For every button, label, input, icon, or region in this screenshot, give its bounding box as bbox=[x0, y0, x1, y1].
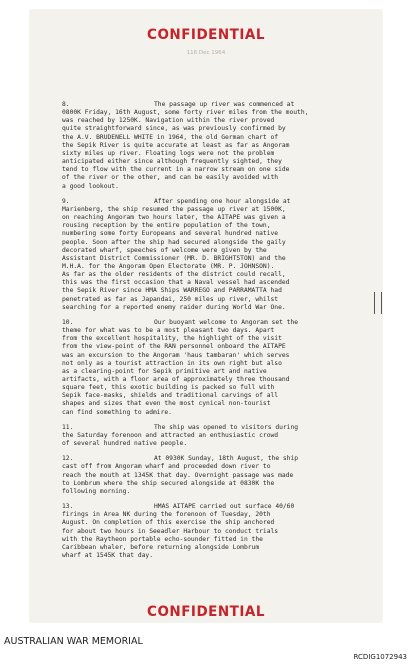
paragraph-line bbox=[62, 134, 344, 142]
paragraph-line-text: Our buoyant welcome to Angoram set the bbox=[154, 318, 299, 326]
institution-name: AUSTRALIAN WAR MEMORIAL bbox=[4, 636, 143, 647]
paragraph bbox=[62, 198, 344, 312]
paragraph-line-text: numbering some forty Europeans and several hundred native bbox=[62, 230, 279, 238]
paragraph-line-text: August. On completion of this exercise the ship anchored bbox=[62, 519, 275, 527]
paragraph-line bbox=[62, 222, 344, 230]
paragraph-line-text: theme for what was to be a most pleasant two days. Apart bbox=[62, 327, 275, 335]
paragraph-line-text: The ship was opened to visitors during bbox=[154, 423, 299, 431]
paragraph-line-text: rousing reception by the entire population of the town, bbox=[62, 222, 271, 230]
paragraph-line bbox=[62, 343, 344, 351]
paragraph-line-text: on reaching Angoram two hours later, the AITAPE was given a bbox=[62, 214, 286, 222]
paragraph-line-text: firings in Area NK during the forenoon of Tuesday, 20th bbox=[62, 511, 271, 519]
paragraph-line bbox=[62, 480, 344, 488]
paragraph-number: 11. bbox=[62, 423, 74, 431]
paragraph-line bbox=[62, 384, 344, 392]
paragraph-line bbox=[62, 424, 344, 432]
paragraph-line bbox=[62, 327, 344, 335]
paragraph-line-text: Caribbean whaler, before returning alongside Lombrum bbox=[62, 543, 260, 551]
document-body bbox=[62, 101, 344, 567]
paragraph-line bbox=[62, 488, 344, 496]
margin-mark bbox=[374, 292, 382, 314]
paragraph-line-text: M.H.A. for the Angoram Open Electorate (MR. P. JOHNSON). bbox=[62, 262, 275, 270]
footer bbox=[0, 630, 413, 666]
paragraph-line bbox=[62, 319, 344, 327]
confidential-stamp-top: CONFIDENTIAL bbox=[147, 26, 265, 44]
paragraph-line bbox=[62, 117, 344, 125]
paragraph-line bbox=[62, 376, 344, 384]
paragraph-line-text: As far as the older residents of the district could recall, bbox=[62, 271, 286, 279]
paragraph-line-text: from the view-point of the RAN personnel onboard the AITAPE bbox=[62, 343, 286, 351]
paragraph-line bbox=[62, 230, 344, 238]
paragraph bbox=[62, 424, 344, 448]
paragraph-line-text: penetrated as far as Japandai, 250 miles up river, whilst bbox=[62, 295, 279, 303]
paragraph bbox=[62, 503, 344, 560]
paragraph-line bbox=[62, 368, 344, 376]
paragraph-line-text: of several hundred native people. bbox=[62, 440, 188, 448]
paragraph-line-text: The passage up river was commenced at bbox=[154, 101, 295, 108]
paragraph-line-text: the Saturday forenoon and attracted an enthusiastic crowd bbox=[62, 431, 279, 439]
paragraph-line-text: quite straightforward since, as was previously confirmed by bbox=[62, 125, 286, 133]
paragraph-number: 8. bbox=[62, 101, 70, 108]
paragraph-line-text: HMAS AITAPE carried out surface 40/60 bbox=[154, 503, 295, 511]
paragraph-line-text: 0800K Friday, 16th August, some forty river miles from the mouth, bbox=[62, 109, 309, 117]
paragraph-line-text: Sepik face-masks, shields and traditional carvings of all bbox=[62, 392, 279, 400]
paragraph-line-text: for about two hours in Seeadler Harbour to conduct trials bbox=[62, 527, 279, 535]
paragraph-line-text: artifacts, with a floor area of approximately three thousand bbox=[62, 376, 290, 383]
paragraph-line-text: the A.V. BRUDENELL WHITE in 1964, the old German chart of bbox=[62, 133, 279, 141]
paragraph-line bbox=[62, 150, 344, 158]
paragraph-line-text: searching for a reported enemy raider during World War One. bbox=[62, 303, 286, 311]
paragraph-line-text: sixty miles up river. Floating logs were not the problem bbox=[62, 149, 275, 157]
paragraph-line-text: reach the mouth at 1345K that day. Overnight passage was made bbox=[62, 471, 294, 479]
paragraph-number: 12. bbox=[62, 455, 74, 463]
paragraph-line bbox=[62, 279, 344, 287]
paragraph-line bbox=[62, 503, 344, 511]
paragraph-line bbox=[62, 287, 344, 295]
paragraph-line-text: following morning. bbox=[62, 487, 131, 495]
record-id: RCDIG1072943 bbox=[353, 653, 407, 661]
paragraph bbox=[62, 101, 344, 191]
paragraph-line-text: to Lombrum where the ship secured alongside at 0830K the bbox=[62, 479, 275, 487]
paragraph-line bbox=[62, 198, 344, 206]
paragraph-line-text: the Sepik River is quite accurate at least as far as Angoram bbox=[62, 141, 290, 149]
paragraph-line-text: cast off from Angoram wharf and proceeded down river to bbox=[62, 463, 271, 471]
paragraph-line-text: this was the first occasion that a Naval vessel had ascended bbox=[62, 279, 290, 287]
paragraph-line bbox=[62, 409, 344, 417]
paragraph-line bbox=[62, 158, 344, 166]
paragraph-line bbox=[62, 166, 344, 174]
paragraph-line bbox=[62, 352, 344, 360]
handwritten-note: 116 Dec 1964 bbox=[186, 50, 226, 56]
paragraph-number: 10. bbox=[62, 318, 74, 326]
paragraph-line bbox=[62, 109, 344, 117]
paragraph-line bbox=[62, 536, 344, 544]
paragraph-line-text: of the river or the other, and can be easily avoided with bbox=[62, 174, 279, 182]
paragraph-line bbox=[62, 239, 344, 247]
paragraph-line bbox=[62, 296, 344, 304]
paragraph-line-text: At 0930K Sunday, 18th August, the ship bbox=[154, 455, 299, 463]
paragraph-line bbox=[62, 125, 344, 133]
paragraph-line-text: After spending one hour alongside at bbox=[154, 197, 291, 205]
paragraph-line bbox=[62, 183, 344, 191]
paragraph-line bbox=[62, 335, 344, 343]
paragraph bbox=[62, 319, 344, 417]
paragraph-line bbox=[62, 544, 344, 552]
confidential-stamp-bottom: CONFIDENTIAL bbox=[147, 603, 265, 621]
paragraph-line-text: wharf at 1545K that day. bbox=[62, 551, 153, 559]
paragraph-line-text: anticipated either since although frequently sighted, they bbox=[62, 158, 282, 166]
paragraph-line bbox=[62, 472, 344, 480]
paragraph-line bbox=[62, 528, 344, 536]
paragraph-line bbox=[62, 360, 344, 368]
paragraph-line-text: can find something to admire. bbox=[62, 408, 172, 416]
paragraph-line-text: tend to flow with the current in a narrow stream on one side bbox=[62, 166, 290, 174]
paragraph-line bbox=[62, 440, 344, 448]
paragraph-number: 13. bbox=[62, 503, 74, 511]
paragraph-line bbox=[62, 263, 344, 271]
paragraph bbox=[62, 455, 344, 496]
paragraph-line-text: decorated wharf, speeches of welcome were given by the bbox=[62, 246, 267, 254]
paragraph-line-text: shapes and sizes that even the most cynical non-tourist bbox=[62, 400, 271, 408]
paragraph-line-text: was reached by 1250K. Navigation within the river proved bbox=[62, 117, 275, 125]
paragraph-line-text: not only as a tourist attraction in its own right but also bbox=[62, 359, 282, 367]
paragraph-line bbox=[62, 552, 344, 560]
paragraph-line bbox=[62, 519, 344, 527]
paragraph-line bbox=[62, 304, 344, 312]
paragraph-line-text: Marienberg, the ship resumed the passage up river at 1500K, bbox=[62, 205, 286, 213]
paragraph-line bbox=[62, 142, 344, 150]
paragraph-line-text: as a clearing-point for Sepik primitive art and native bbox=[62, 367, 267, 375]
paragraph-line-text: the Sepik River since HMA Ships WARREGO and PARRAMATTA had bbox=[62, 287, 282, 295]
paragraph-line bbox=[62, 214, 344, 222]
paragraph-line-text: people. Soon after the ship had secured alongside the gaily bbox=[62, 238, 286, 246]
paragraph-line bbox=[62, 400, 344, 408]
paragraph-line bbox=[62, 432, 344, 440]
paragraph-line bbox=[62, 271, 344, 279]
paragraph-line-text: with the Raytheon portable echo-sounder fitted in the bbox=[62, 535, 263, 543]
paragraph-line-text: from the excellent hospitality, the highlight of the visit bbox=[62, 335, 282, 343]
paragraph-line bbox=[62, 463, 344, 471]
paragraph-line bbox=[62, 174, 344, 182]
paragraph-line bbox=[62, 255, 344, 263]
paragraph-line bbox=[62, 247, 344, 255]
paragraph-line bbox=[62, 511, 344, 519]
paragraph-line-text: Assistant District Commissioner (MR. D. BRIGHTSTON) and the bbox=[62, 254, 286, 262]
paragraph-number: 9. bbox=[62, 197, 70, 205]
paragraph-line bbox=[62, 206, 344, 214]
paragraph-line-text: square feet, this exotic building is packed so full with bbox=[62, 384, 275, 392]
paragraph-line bbox=[62, 455, 344, 463]
paragraph-line-text: was an excursion to the Angoram 'haus tambaran' which serves bbox=[62, 351, 290, 359]
paragraph-line-text: a good lookout. bbox=[62, 182, 119, 190]
paragraph-line bbox=[62, 101, 344, 109]
paragraph-line bbox=[62, 392, 344, 400]
